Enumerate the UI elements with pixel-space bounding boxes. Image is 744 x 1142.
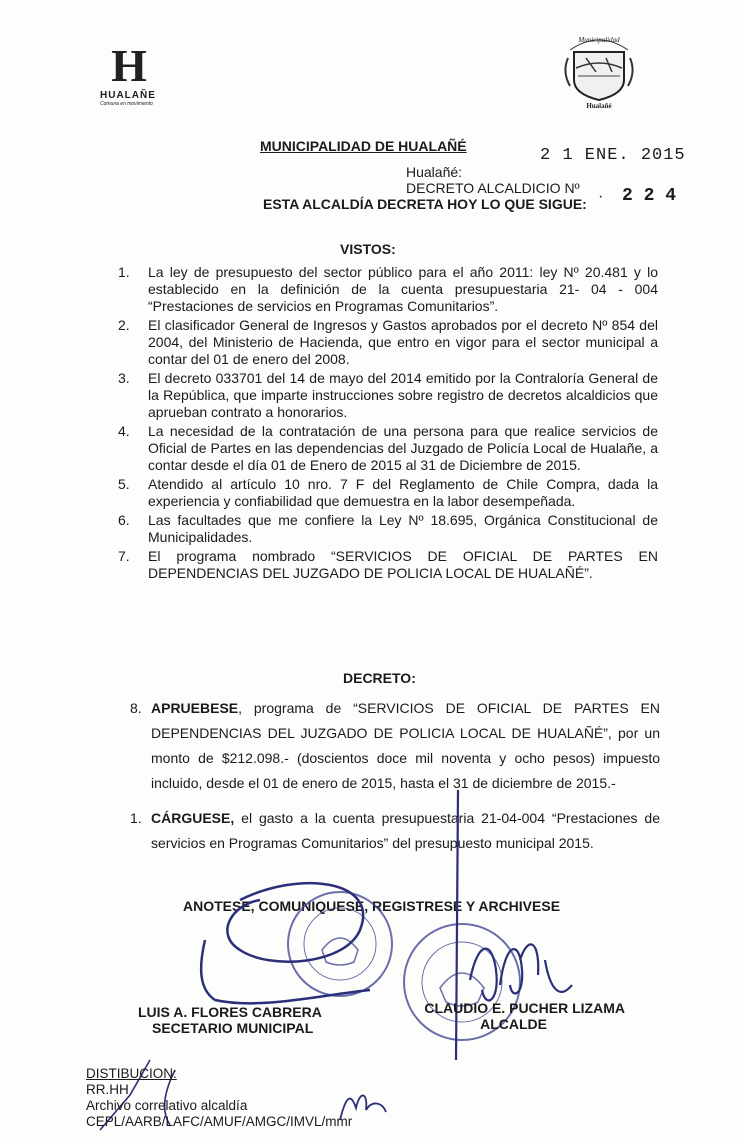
- decreto-list: [130, 696, 660, 856]
- list-item: 3. El decreto 033701 del 14 de mayo del 2014 emitido por la Contraloría General de la República, que imparte instrucciones sobre registro de decretos alcaldicios que aprueban contrato a honorarios.: [118, 370, 658, 420]
- secretary-role: SECETARIO MUNICIPAL: [152, 1020, 314, 1036]
- list-item: 1. CÁRGUESE, el gasto a la cuenta presupuestaria 21-04-004 “Prestaciones de servicios en Programas Comunitarios” del presupuesto municipal 2015.: [130, 810, 660, 851]
- closing-formula: ANOTESE, COMUNIQUESE, REGISTRESE Y ARCHIVESE: [183, 898, 561, 914]
- distribution-line: CEPL/AARB/LAFC/AMUF/AMGC/IMVL/mmr: [86, 1114, 353, 1129]
- decree-tick: ·: [598, 188, 604, 205]
- municipal-crest-icon: [556, 28, 642, 110]
- secretary-name: LUIS A. FLORES CABRERA: [138, 1004, 322, 1020]
- list-item: 6. Las facultades que me confiere la Ley Nº 18.695, Orgánica Constitucional de Municipalidades.: [118, 512, 658, 545]
- logo-tagline: Comuna en movimiento: [100, 101, 153, 107]
- distribution-block: [86, 1066, 352, 1130]
- mayor-name: CLAUDIO E. PUCHER LIZAMA: [424, 1000, 625, 1016]
- stamped-date: 2 1 ENE. 2015: [540, 146, 686, 165]
- vistos-list: [118, 264, 658, 584]
- list-item: 2. El clasificador General de Ingresos y Gastos aprobados por el decreto Nº 854 del 2004, del Ministerio de Hacienda, que entro en vigor para el sector municipal a contar del 01 de enero del 2008.: [118, 317, 658, 367]
- decrees-line: ESTA ALCALDÍA DECRETA HOY LO QUE SIGUE:: [263, 196, 587, 212]
- secretary-block: [138, 1004, 322, 1036]
- list-item: 5. Atendido al artículo 10 nro. 7 F del Reglamento de Chile Compra, dada la experiencia y confiabilidad que demuestra en la labor desempeñada.: [118, 476, 658, 509]
- decree-number: 2 2 4: [622, 186, 677, 206]
- place-label: Hualañé:: [406, 164, 463, 180]
- vistos-title: VISTOS:: [340, 241, 396, 257]
- list-item: 1. La ley de presupuesto del sector público para el año 2011: ley Nº 20.481 y lo establecido en la definición de la cuenta presupuestaria 21- 04 - 004 “Prestaciones de servicios en Programas Comunitarios”.: [118, 264, 658, 314]
- logo-mark: H: [111, 40, 145, 91]
- municipal-logo: [100, 40, 180, 107]
- decree-label: DECRETO ALCALDICIO Nº: [406, 180, 580, 196]
- svg-text:Hualañé: Hualañé: [586, 102, 612, 110]
- municipality-title: MUNICIPALIDAD DE HUALAÑÉ: [260, 138, 467, 154]
- decreto-title: DECRETO:: [343, 670, 416, 686]
- svg-text:Municipalidad: Municipalidad: [578, 36, 620, 44]
- list-item: 8. APRUEBESE, programa de “SERVICIOS DE OFICIAL DE PARTES EN DEPENDENCIAS DEL JUZGADO DE POLICIA LOCAL DE HUALAÑÉ”, por un monto de $212.098.- (doscientos doce mil noventa y ocho pesos) impuesto incluido, desde el 01 de enero de 2015, hasta el 31 de diciembre de 2015.-: [130, 700, 660, 791]
- mayor-block: [410, 1000, 625, 1032]
- logo-name: HUALAÑE: [100, 90, 156, 101]
- mayor-role: ALCALDE: [480, 1016, 547, 1032]
- distribution-line: RR.HH: [86, 1082, 129, 1097]
- distribution-title: DISTIBUCION:: [86, 1066, 177, 1081]
- list-item: 4. La necesidad de la contratación de una persona para que realice servicios de Oficial de Partes en las dependencias del Juzgado de Policía Local de Hualañe, a contar desde el día 01 de Enero de 2015 al 31 de Diciembre de 2015.: [118, 423, 658, 473]
- distribution-line: Archivo correlativo alcaldía: [86, 1098, 248, 1113]
- list-item: 7. El programa nombrado “SERVICIOS DE OFICIAL DE PARTES EN DEPENDENCIAS DEL JUZGADO DE POLICIA LOCAL DE HUALAÑÉ”.: [118, 548, 658, 581]
